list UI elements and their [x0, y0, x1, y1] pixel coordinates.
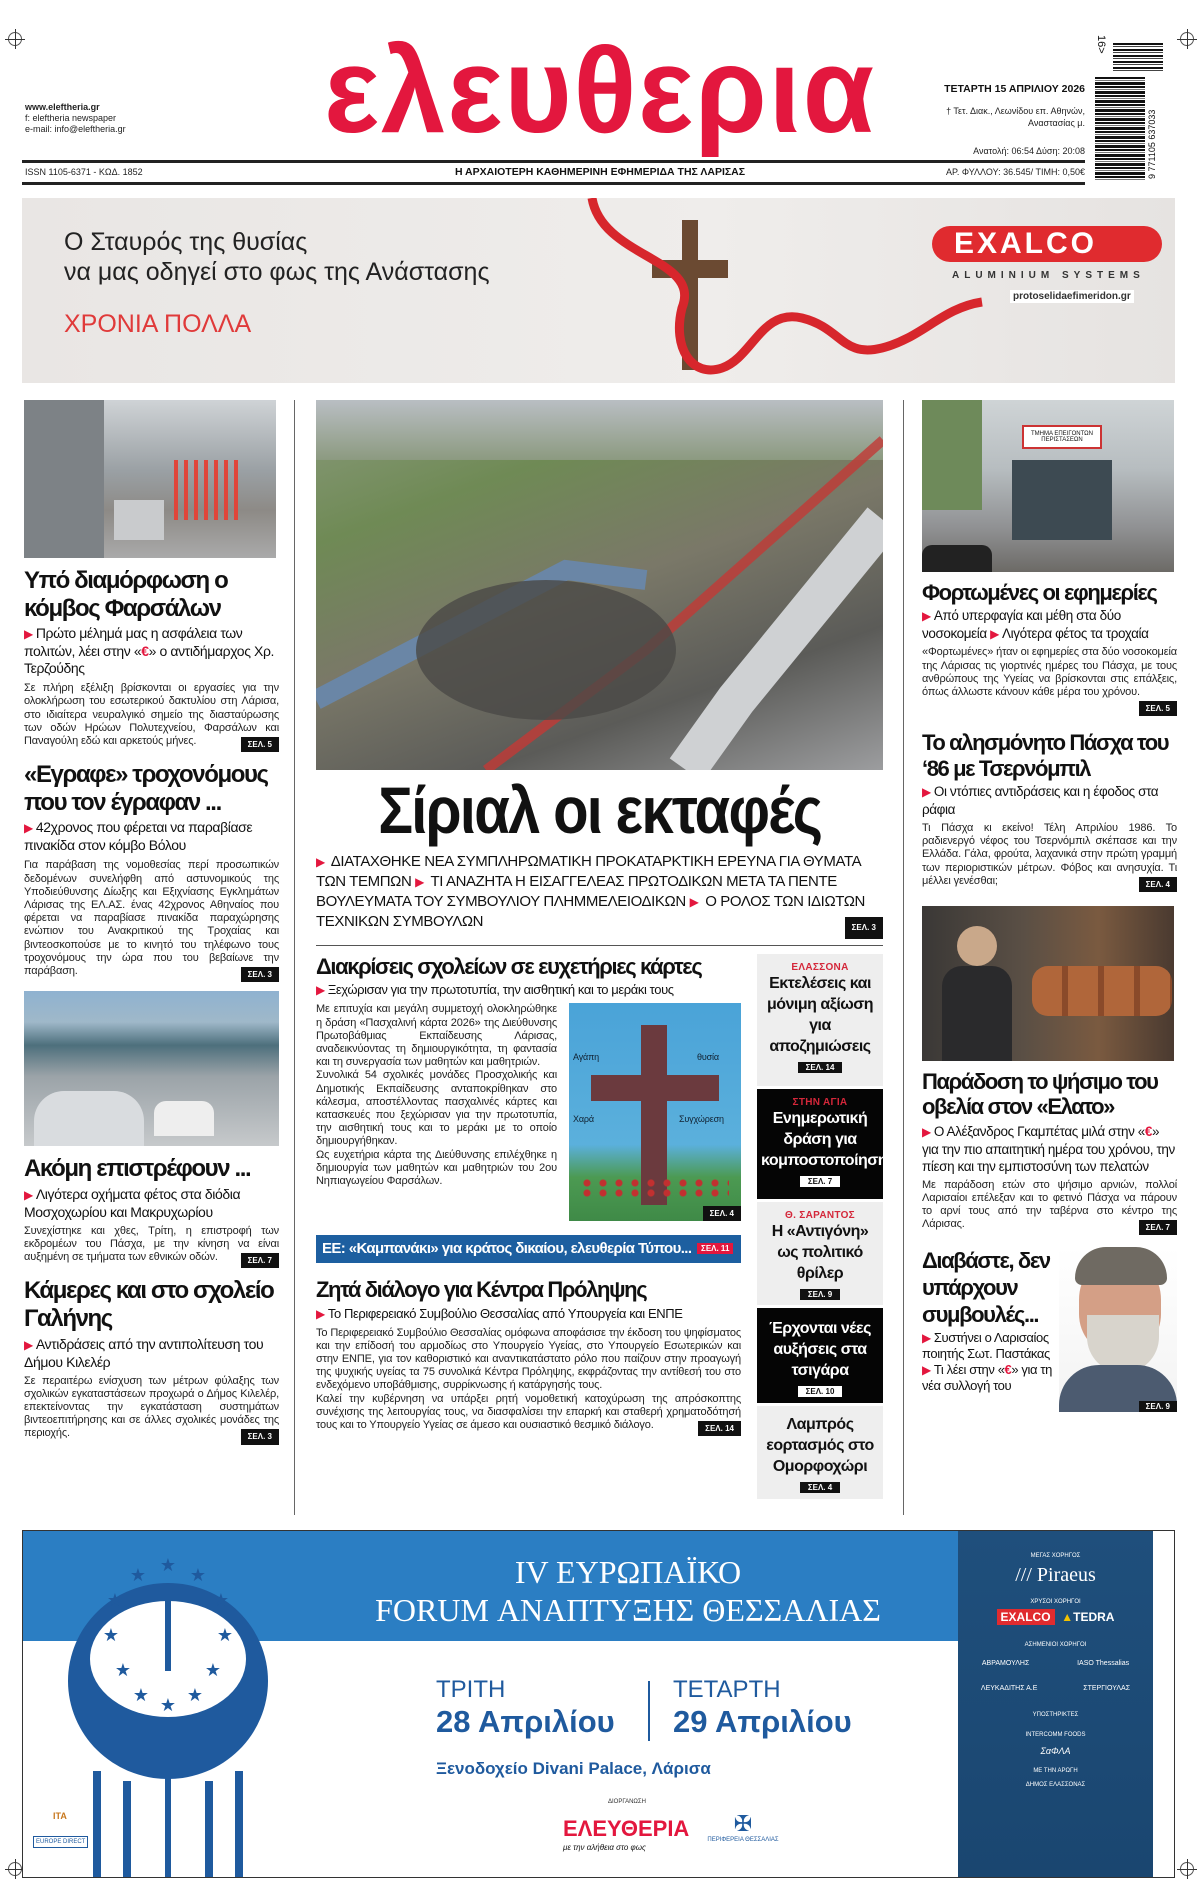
svg-text:★: ★: [204, 1660, 222, 1680]
ita-logo: ΙΤΑ: [53, 1811, 67, 1821]
organizer-region: ✠ ΠΕΡΙΦΕΡΕΙΑ ΘΕΣΣΑΛΙΑΣ: [707, 1811, 779, 1843]
svg-text:★: ★: [216, 1625, 234, 1645]
exalco-logo: EXALCO: [932, 226, 1162, 262]
svg-text:★: ★: [129, 1565, 147, 1585]
registration-mark: [8, 1862, 22, 1876]
photo-toll-station: [24, 991, 279, 1146]
article-returning[interactable]: Ακόμη επιστρέφουν ... ▶ Λιγότερα οχήματα φέτος στα διόδια Μοσχοχωρίου και Μακρυχωρίου Συνεχίστηκε και χθες, Τρίτη, η επιστροφή των εκδρομέων του Πάσχα, με την κίνηση να είναι αυξημένη σε τμήματα των εθνικών οδών. ΣΕΛ. 7: [24, 1155, 279, 1268]
page-ref[interactable]: ΣΕΛ. 11: [697, 1243, 733, 1254]
arrow-icon: ▶: [316, 983, 325, 998]
deck-item: ΤΙ ΑΝΑΖΗΤΑ Η ΕΙΣΑΓΓΕΛΕΑΣ ΠΡΩΤΟΔΙΚΩΝ ΜΕΤΑ ΤΑ ΠΕΝΤΕ ΒΟΥΛΕΥΜΑΤΑ ΤΟΥ ΣΥΜΒΟΥΛΙΟΥ ΠΛΗΜΜΕΛΕΙΟΔΙΚΩΝ: [316, 873, 837, 910]
article-farsalon-junction[interactable]: Υπό διαμόρφωση ο κόμβος Φαρσάλων ▶ Πρώτο μέλημά μας η ασφάλεια των πολιτών, λέει στην «€» ο αντιδήμαρχος Χρ. Τερζούδης Σε πλήρη εξέλιξη βρίσκονται οι εργασίες για την ολοκλήρωση του εσωτερικού δακτυλίου στη Λάρισα, στο ιδιαίτερα νευραλγικό σημείο της διασταύρωσης των οδών Ηρώων Πολυτεχνείου, Φαρσάλων και Παναγούλη εδώ και αρκετούς μήνες. ΣΕΛ. 5: [24, 567, 279, 752]
photo-hospital-emergency: [922, 400, 1174, 572]
sidebar-item-cigarettes[interactable]: Έρχονται νέες αυξήσεις στα τσιγάρα ΣΕΛ. 10: [757, 1308, 883, 1403]
svg-text:★: ★: [186, 1685, 204, 1705]
lead-headline[interactable]: Σίριαλ οι εκταφές: [378, 773, 821, 847]
deck-item: ΔΙΑΤΑΧΘΗΚΕ ΝΕΑ ΣΥΜΠΛΗΡΩΜΑΤΙΚΗ ΠΡΟΚΑΤΑΡΚΤΙΚΗ ΕΡΕΥΝΑ ΓΙΑ ΘΥΜΑΤΑ ΤΩΝ ΤΕΜΠΩΝ: [316, 853, 861, 890]
ad-line-1: Ο Σταυρός της θυσίας: [64, 228, 308, 256]
ad-line-2: να μας οδηγεί στο φως της Ανάστασης: [64, 258, 490, 286]
article-prevention-centers[interactable]: Ζητά διάλογο για Κέντρα Πρόληψης ▶ Το Περιφερειακό Συμβούλιο Θεσσαλίας από Υπουργεία και ΕΝΠΕ Το Περιφερειακό Συμβούλιο Θεσσαλίας ομόφωνα αποφάσισε την έκδοση του ψηφίσματος και την επίδοσή του αρμοδίως στο Υπουργείο Υγείας, στο Υπουργείο Εσωτερικών και στην ΕΝΠΕ, για τον καθοριστικό και αναντικατάστατο ρόλο που παίζουν στην προαγωγή της ψυχικής υγείας τα 75 συνολικά Κέντρα Πρόληψης, εκφράζοντας την αντίθεσή του στο ενδεχόμενο υποβάθμισης, συρρίκνωσης ή κατάργησής τους. Καλεί την κυβέρνηση να υπάρξει ρητή νομοθετική κατοχύρωση της απρόσκοπτης συνέχισης της λειτουργίας τους, να διασφαλίσει την επαρκή και σταθερή χρηματοδότησή τους και το Υπουργείο Υγείας σε άμεσο και ουσιαστικό θεσμικό διάλογο. ΣΕΛ. 14: [316, 1277, 741, 1436]
eu-press-freedom-banner[interactable]: ΕΕ: «Καμπανάκι» για κράτος δικαίου, ελευθερία Τύπου... ΣΕΛ. 11: [316, 1235, 741, 1263]
barcode-addon: 16>: [1095, 35, 1107, 54]
article-body: Ως ευχετήρια κάρτα της Διεύθυνσης επιλέχθηκε η δημιουργία των μαθητών και μαθητριών του 2ου Νηπιαγωγείου Φαρσάλων.: [316, 1148, 557, 1187]
piraeus-logo: /// Piraeus: [1015, 1564, 1096, 1586]
article-hospital-shifts[interactable]: Φορτωμένες οι εφημερίες ▶ Από υπερφαγία και μέθη στα δύο νοσοκομεία ▶ Λιγότερα φέτος τα τροχαία «Φορτωμένες» ήταν οι εφημερίες στα δύο νοσοκομεία της Λάρισας τις γιορτινές ημέρες του Πάσχα, με τους ανθρώπους της Υγείας να βρίσκονται στις επάλξεις, όπως άλλωστε κάνουν κάθε μέρα του χρόνου. ΣΕΛ. 5: [922, 580, 1177, 716]
arrow-icon: ▶: [24, 1187, 33, 1202]
article-school-cameras[interactable]: Κάμερες και στο σχολείο Γαλήνης ▶ Αντιδράσεις από την αντιπολίτευση του Δήμου Κιλελέρ Σε περαιτέρω ενίσχυση των μέτρων φύλαξης των σχολικών εγκαταστάσεων προχωρά ο Δήμος Κιλελέρ, επεκτείνοντας την εγκατάσταση συστημάτων βιντεοεπιτήρησης και σε άλλες σχολικές μονάδες της περιοχής. ΣΕΛ. 3: [24, 1277, 279, 1444]
svg-text:★: ★: [102, 1625, 120, 1645]
headline[interactable]: Διαβάστε, δεν υπάρχουν συμβουλές...: [922, 1248, 1050, 1328]
forum-day-2: ΤΕΤΑΡΤΗ 29 Απριλίου: [673, 1676, 852, 1739]
hospital-sign: ΤΜΗΜΑ ΕΠΕΙΓΟΝΤΩΝ ΠΕΡΙΣΤΑΣΕΩΝ: [1022, 425, 1102, 449]
card-word: Αγάπη: [573, 1052, 600, 1063]
issue-date: ΤΕΤΑΡΤΗ 15 ΑΠΡΙΛΙΟΥ 2026: [944, 83, 1085, 95]
article-body: Καλεί την κυβέρνηση να υπάρξει ρητή νομοθετική κατοχύρωση της απρόσκοπτης συνέχισης της λειτουργίας τους, να διασφαλίσει την επαρκή και σταθερή χρηματοδότησή τους και το Υπουργείο Υγείας σε άμεσο και ουσιαστικό θεσμικό διάλογο.: [316, 1392, 741, 1432]
page-ref[interactable]: ΣΕΛ. 3: [241, 967, 279, 982]
page-ref[interactable]: ΣΕΛ. 7: [241, 1253, 279, 1268]
article-body: Συνολικά 54 σχολικές μονάδες Προσχολικής και Δημοτικής Εκπαίδευσης ανταποκρίθηκαν στο κάλεσμα, αποστέλλοντας πασχαλινές κάρτες και κατασκευές που ξεχώρισαν για την πρωτοτυπία, την αισθητική τους και το μεράκι με το οποίο δημιουργήθηκαν.: [316, 1069, 557, 1148]
sidebar: [757, 954, 888, 1499]
page-ref[interactable]: ΣΕΛ. 4: [1139, 877, 1177, 892]
article-body: Σε πλήρη εξέλιξη βρίσκονται οι εργασίες για την ολοκλήρωση του εσωτερικού δακτυλίου στη Λάρισα, στο ιδιαίτερα νευραλγικό σημείο της διασταύρωσης των οδών Ηρώων Πολυτεχνείου, Φαρσάλων και Παναγούλη εδώ και αρκετούς μήνες.: [24, 682, 279, 747]
headline[interactable]: Ζητά διάλογο για Κέντρα Πρόληψης: [316, 1277, 647, 1303]
center-column: [316, 400, 888, 1499]
barcode: [1095, 35, 1165, 180]
name-day: † Τετ. Διακ., Λεωνίδου επ. Αθηνών,: [946, 106, 1085, 116]
page-ref[interactable]: ΣΕΛ. 5: [1139, 701, 1177, 716]
photo-tempi-train-crash[interactable]: [316, 400, 883, 770]
headline[interactable]: Παράδοση το ψήσιμο του οβελία στον «Ελατο»: [922, 1068, 1158, 1120]
article-body: Σε περαιτέρω ενίσχυση των μέτρων φύλαξης των σχολικών εγκαταστάσεων προχωρά ο Δήμος Κιλελέρ, επεκτείνοντας την εγκατάσταση συστημάτων βιντεοεπιτήρησης και σε άλλες σχολικές μονάδες της περιοχής.: [24, 1374, 279, 1440]
svg-text:★: ★: [159, 1695, 177, 1715]
article-body: Με παράδοση ετών στο ψήσιμο αρνιών, πολλοί Λαρισαίοι επέλεξαν και το φετινό Πάσχα να πάρουν το αρνί τους από την ταβέρνα στο κέντρο της Λάρισας.: [922, 1178, 1177, 1231]
article-pastakas[interactable]: ΣΕΛ. 9 Διαβάστε, δεν υπάρχουν συμβουλές... ▶ Συστήνει ο Λαρισαίος ποιητής Σωτ. Παστάκας ▶ Τι λέει στην «€» για τη νέα συλλογή του: [922, 1247, 1177, 1412]
exalco-tagline: ALUMINIUM SYSTEMS: [952, 270, 1145, 281]
sponsors-panel: ΜΕΓΑΣ ΧΟΡΗΓΟΣ /// Piraeus ΧΡΥΣΟΙ ΧΟΡΗΓΟΙ EXALCO ▲TEDRA ΑΣΗΜΕΝΙΟΙ ΧΟΡΗΓΟΙ ΑΒΡΑΜΟΥΛΗΣ IASO Thessalias ΛΕΥΚΑΔΙΤΗΣ Α.Ε ΣΤΕΡΓΙΟΥΛΑΣ ΥΠΟΣΤΗΡΙΚΤΕΣ INTERCOMM FOODS ΣαΦΛΑ ΜΕ ΤΗΝ ΑΡΩΓΗ ΔΗΜΟΣ ΕΛΑΣΣΟΝΑΣ: [958, 1531, 1153, 1878]
arrow-icon: ▶: [316, 1306, 325, 1321]
name-day-2: Αναστασίας μ.: [1027, 118, 1085, 128]
sunrise-sunset: Ανατολή: 06:54 Δύση: 20:08: [973, 146, 1085, 156]
email-link[interactable]: e-mail: info@eleftheria.gr: [25, 124, 126, 134]
lead-headline-wrap: [316, 770, 883, 852]
tagline: Η ΑΡΧΑΙΟΤΕΡΗ ΚΑΘΗΜΕΡΙΝΗ ΕΦΗΜΕΡΙΔΑ ΤΗΣ ΛΑΡΙΣΑΣ: [454, 166, 746, 178]
article-elatos-tavern[interactable]: Παράδοση το ψήσιμο του οβελία στον «Ελατο» ▶ Ο Αλέξανδρος Γκαμπέτας μιλά στην «€» για την πιο απαιτητική ημέρα του χρόνου, την πίεση και την εμπιστοσύνη των πελατών Με παράδοση ετών στο ψήσιμο αρνιών, πολλοί Λαρισαίοι επέλεξαν και το φετινό Πάσχα να πάρουν το αρνί τους από την ταβέρνα στο κέντρο της Λάρισας. ΣΕΛ. 7: [922, 1069, 1177, 1235]
article-body: Τι Πάσχα κι εκείνο! Τέλη Απριλίου 1986. Το ραδιενεργό νέφος του Τσερνόμπιλ σκέπασε και την Ελλάδα. Γάλα, φρούτα, λαχανικά στην πρώτη γραμμή των περιοριστικών μέτρων. Φόβος και ανησυχία. Τι μέλλει γενέσθαι;: [922, 821, 1177, 887]
page-ref[interactable]: ΣΕΛ. 9: [1139, 1401, 1177, 1412]
sidebar-item-antigone[interactable]: Θ. ΣΑΡΑΝΤΟΣ Η «Αντιγόνη» ως πολιτικό θρίλερ ΣΕΛ. 9: [757, 1202, 883, 1305]
headline[interactable]: Ακόμη επιστρέφουν ...: [24, 1155, 251, 1183]
website-link[interactable]: www.eleftheria.gr: [25, 102, 100, 112]
page-ref[interactable]: ΣΕΛ. 4: [703, 1206, 741, 1221]
watermark: protoselidaefimeridon.gr: [1010, 290, 1134, 303]
article-easter-cards[interactable]: Διακρίσεις σχολείων σε ευχετήριες κάρτες ▶ Ξεχώρισαν για την πρωτοτυπία, την αισθητική και το μεράκι τους Αγάπη θυσία Χαρά Συγχώρεση ΣΕΛ. 4 Με επιτυχία και μεγάλη συμμετοχή ολοκληρώθηκε η δράση «Πασχαλινή κάρτα 2026» της Διεύθυνσης Πρωτοβάθμιας Εκπαίδευσης Λάρισας, αναδεικνύοντας τη δημιουργικότητα, τη φαντασία και τη συνεργασία των μαθητών και μαθητριών. Συνολικά 54 σχολικές μονάδες Προσχολικής και Δημοτικής Εκπαίδευσης ανταποκρίθηκαν στο κάλεσμα, αποστέλλοντας πασχαλινές κάρτες και κατασκευές που ξεχώρισαν για την πρωτοτυπία, την αισθητική τους και το μεράκι με το οποίο δημιουργήθηκαν. Ως ευχετήρια κάρτα της Διεύθυνσης επιλέχθηκε η δημιουργία των μαθητών και μαθητριών του 2ου Νηπιαγωγείου Φαρσάλων.: [316, 954, 741, 1221]
card-word: Χαρά: [573, 1114, 594, 1125]
svg-text:★: ★: [212, 1590, 230, 1610]
article-traffic-police[interactable]: «Εγραφε» τροχονόμους που τον έγραφαν ... ▶ 42χρονος που φέρεται να παραβίασε πινακίδα στον κόμβο Βόλου Για παράβαση της νομοθεσίας περί προσωπικών δεδομένων συνελήφθη από αστυνομικούς της Υποδιεύθυνσης Δίωξης και Εξιχνίασης Εγκλημάτων Λάρισας της ΕΛ.ΑΣ. ένας 42χρονος Αθηναίος που φέρεται να παραβίασε πινακίδα παραχώρησης ενώπιον του Ανακριτικού της Τροχαίας και βιντεοσκοπούσε με το κινητό του τηλέφωνο τους τροχονόμους την ώρα που του βεβαίωνε την παράβαση. ΣΕΛ. 3: [24, 761, 279, 982]
registration-mark: [1180, 32, 1194, 46]
photo-sotiris-pastakas: [1059, 1247, 1177, 1412]
card-word: Συγχώρεση: [679, 1114, 724, 1125]
right-column: [922, 400, 1177, 1412]
photo-lamb-roasting: [922, 906, 1174, 1061]
svg-text:★: ★: [132, 1685, 150, 1705]
organizer-label: ΔΙΟΡΓΑΝΩΣΗ: [608, 1799, 646, 1805]
article-body: Το Περιφερειακό Συμβούλιο Θεσσαλίας ομόφωνα αποφάσισε την έκδοση του ψηφίσματος και την επίδοσή του αρμοδίως στο Υπουργείο Υγείας, στο Υπουργείο Εσωτερικών και στην ΕΝΠΕ, για τον καθοριστικό και αναντικατάστατο ρόλο που παίζουν στην προαγωγή της ψυχικής υγείας τα 75 συνολικά Κέντρα Πρόληψης, εκφράζοντας την αντίθεσή του στο ενδεχόμενο υποβάθμισης, συρρίκνωσης ή κατάργησής τους.: [316, 1326, 741, 1392]
issue-number-price: ΑΡ. ΦΥΛΛΟΥ: 36.545/ ΤΙΜΗ: 0,50€: [945, 167, 1085, 177]
arrow-icon: ▶: [24, 821, 33, 836]
headline[interactable]: Το αλησμόνητο Πάσχα του ‘86 με Τσερνόμπιλ: [922, 730, 1169, 781]
page-ref[interactable]: ΣΕΛ. 3: [241, 1429, 279, 1444]
page-ref[interactable]: ΣΕΛ. 5: [241, 737, 279, 752]
deck-item: Ο ΡΟΛΟΣ ΤΩΝ ΙΔΙΩΤΩΝ ΤΕΧΝΙΚΩΝ ΣΥΜΒΟΥΛΩΝ: [316, 893, 865, 930]
photo-easter-card-drawing: [569, 1003, 741, 1221]
registration-mark: [8, 32, 22, 46]
organizer-eleftheria-logo: ΕΛΕΥΘΕΡΙΑ: [563, 1816, 690, 1841]
arrow-icon: ▶: [24, 1337, 33, 1352]
ad-greeting: ΧΡΟΝΙΑ ΠΟΛΛΑ: [64, 310, 252, 338]
newspaper-logo[interactable]: ελευθερια: [324, 22, 876, 158]
headline[interactable]: Υπό διαμόρφωση ο κόμβος Φαρσάλων: [24, 567, 228, 622]
headline[interactable]: Φορτωμένες οι εφημερίες: [922, 580, 1157, 605]
europe-direct-logo: EUROPE DIRECT: [33, 1836, 88, 1848]
issn: ISSN 1105-6371 - ΚΩΔ. 1852: [25, 167, 143, 177]
facebook-link[interactable]: f: eleftheria newspaper: [25, 113, 117, 123]
registration-mark: [1180, 1862, 1194, 1876]
headline[interactable]: «Εγραφε» τροχονόμους που τον έγραφαν ...: [24, 761, 268, 816]
card-word: θυσία: [697, 1052, 719, 1063]
organizer-eleftheria-slogan: με την αλήθεια στο φως: [563, 1843, 646, 1852]
article-body: Συνεχίστηκε και χθες, Τρίτη, η επιστροφή των εκδρομέων του Πάσχα, με την κίνηση να είναι αυξημένη σε τμήματα των εθνικών οδών.: [24, 1224, 279, 1264]
center-main-stack: [316, 954, 741, 1499]
page-ref[interactable]: ΣΕΛ. 7: [1139, 1220, 1177, 1235]
headline[interactable]: Διακρίσεις σχολείων σε ευχετήριες κάρτες: [316, 954, 702, 979]
easter-advertisement[interactable]: [22, 198, 1175, 383]
forum-day-1: ΤΡΙΤΗ 28 Απριλίου: [436, 1676, 615, 1739]
forum-advertisement[interactable]: [22, 1530, 1175, 1878]
article-body: Για παράβαση της νομοθεσίας περί προσωπικών δεδομένων συνελήφθη από αστυνομικούς της Υποδιεύθυνσης Δίωξης και Εξιχνίασης Εγκλημάτων Λάρισας της ΕΛ.ΑΣ. ένας 42χρονος Αθηναίος που φέρεται να παραβίασε πινακίδα παραχώρησης ενώπιον του Ανακριτικού της Τροχαίας και βιντεοσκοπούσε με το κινητό του τηλέφωνο τους τροχονόμους την ώρα που του βεβαίωνε την παράβαση.: [24, 859, 279, 978]
page-ref[interactable]: ΣΕΛ. 3: [845, 917, 883, 939]
photo-roadworks: [24, 400, 276, 558]
forum-venue: Ξενοδοχείο Divani Palace, Λάρισα: [436, 1759, 711, 1778]
article-body: Με επιτυχία και μεγάλη συμμετοχή ολοκληρώθηκε η δράση «Πασχαλινή κάρτα 2026» της Διεύθυνσης Πρωτοβάθμιας Εκπαίδευσης Λάρισας, αναδεικνύοντας τη δημιουργικότητα, τη φαντασία και τη συνεργασία των μαθητών και μαθητριών.: [316, 1003, 557, 1069]
left-column: [24, 400, 279, 1445]
svg-text:★: ★: [189, 1565, 207, 1585]
svg-text:★: ★: [159, 1555, 177, 1575]
svg-text:★: ★: [106, 1590, 124, 1610]
headline[interactable]: Κάμερες και στο σχολείο Γαλήνης: [24, 1277, 274, 1333]
center-lower: [316, 954, 888, 1499]
svg-text:★: ★: [114, 1660, 132, 1680]
forum-title: IV ΕΥΡΩΠΑΪΚΟ FORUM ΑΝΑΠΤΥΞΗΣ ΘΕΣΣΑΛΙΑΣ: [375, 1554, 881, 1628]
article-body: «Φορτωμένες» ήταν οι εφημερίες στα δύο νοσοκομεία της Λάρισας τις γιορτινές ημέρες του Πάσχα, με τους ανθρώπους της Υγείας να βρίσκονται στις επάλξεις, όπως άλλωστε κάνουν κάθε μέρα του χρόνου.: [922, 646, 1177, 698]
sidebar-item-omorfochori[interactable]: Λαμπρός εορτασμός στο Ομορφοχώρι ΣΕΛ. 4: [757, 1406, 883, 1499]
forum-emblem: [53, 1551, 283, 1878]
article-chernobyl-easter[interactable]: Το αλησμόνητο Πάσχα του ‘86 με Τσερνόμπιλ ▶ Οι ντόπιες αντιδράσεις και η έφοδος στα ράφια Τι Πάσχα κι εκείνο! Τέλη Απριλίου 1986. Το ραδιενεργό νέφος του Τσερνόμπιλ σκέπασε και την Ελλάδα. Γάλα, φρούτα, λαχανικά στην πρώτη γραμμή των περιοριστικών μέτρων. Φόβος και ανησυχία. Τι μέλλει γενέσθαι; ΣΕΛ. 4: [922, 730, 1177, 892]
sidebar-item-elassona[interactable]: ΕΛΑΣΣΟΝΑ Εκτελέσεις και μόνιμη αξίωση για αποζημιώσεις ΣΕΛ. 14: [757, 954, 883, 1086]
arrow-icon: ▶: [24, 627, 33, 642]
lead-deck: ▶ ΔΙΑΤΑΧΘΗΚΕ ΝΕΑ ΣΥΜΠΛΗΡΩΜΑΤΙΚΗ ΠΡΟΚΑΤΑΡΚΤΙΚΗ ΕΡΕΥΝΑ ΓΙΑ ΘΥΜΑΤΑ ΤΩΝ ΤΕΜΠΩΝ ▶ ΤΙ ΑΝΑΖΗΤΑ Η ΕΙΣΑΓΓΕΛΕΑΣ ΠΡΩΤΟΔΙΚΩΝ ΜΕΤΑ ΤΑ ΠΕΝΤΕ ΒΟΥΛΕΥΜΑΤΑ ΤΟΥ ΣΥΜΒΟΥΛΙΟΥ ΠΛΗΜΜΕΛΕΙΟΔΙΚΩΝ ▶ Ο ΡΟΛΟΣ ΤΩΝ ΙΔΙΩΤΩΝ ΤΕΧΝΙΚΩΝ ΣΥΜΒΟΥΛΩΝ ΣΕΛ. 3: [316, 852, 883, 939]
sidebar-item-composting[interactable]: ΣΤΗΝ ΑΓΙΑ Ενημερωτική δράση για κομποστοποίηση ΣΕΛ. 7: [757, 1089, 883, 1199]
page-ref[interactable]: ΣΕΛ. 14: [698, 1421, 741, 1436]
barcode-number: 9 771105 637033: [1147, 109, 1157, 179]
